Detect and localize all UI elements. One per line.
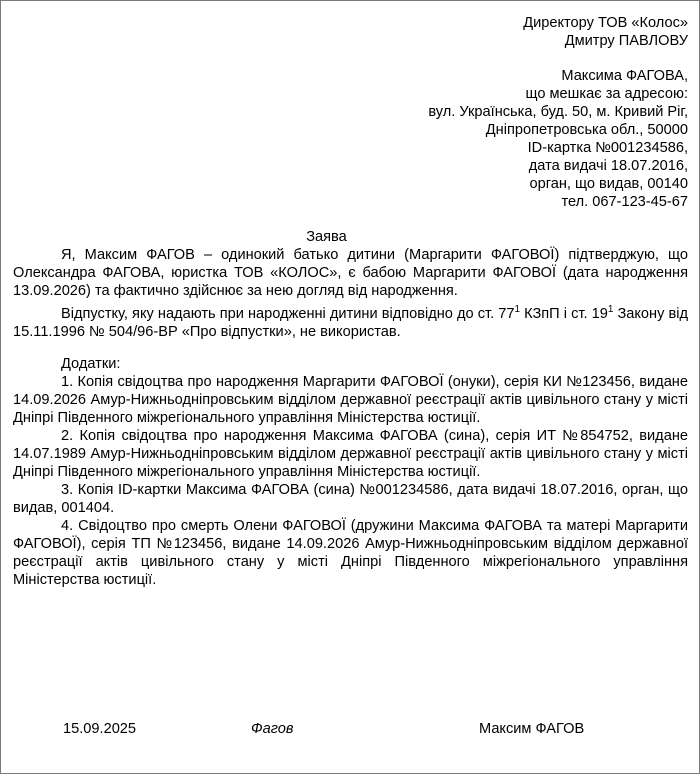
applicant-line: Максима ФАГОВА, [561, 68, 688, 84]
body-paragraph-1: Я, Максим ФАГОВ – одинокий батько дитини (Маргарити ФАГОВОЇ) підтверджую, що Олександра ФАГОВА, юристка ТОВ «КОЛОС», є бабою Маргарити ФАГОВОЇ (дата народження 13.09.2026) та фактично здійснює за нею догляд від народження. [13, 247, 688, 299]
document-title: Заява [306, 229, 347, 245]
attachment-item: 4. Свідоцтво про смерть Олени ФАГОВОЇ (дружини Максима ФАГОВА та матері Маргарити ФАГОВОЇ), серія ТП №123456, видане 14.09.2026 Амур-Нижньодніпровським відділом державної реєстрації актів цивільного стану у місті Дніпрі Південного міжрегіонального управління Міністерства юстиції. [13, 518, 688, 588]
applicant-line: Дніпропетровська обл., 50000 [485, 122, 688, 138]
article-77-superscript: 1 [514, 304, 521, 316]
paragraph-2-text-part-2: КЗпП і ст. 19 [520, 306, 608, 322]
attachment-item: 1. Копія свідоцтва про народження Маргарити ФАГОВОЇ (онуки), серія КИ №123456, видане 14.09.2026 Амур-Нижньодніпровським відділом державної реєстрації актів цивільного стану у місті Дніпрі Південного міжрегіонального управління Міністерства юстиції. [13, 374, 688, 426]
attachment-item: 3. Копія ID-картки Максима ФАГОВА (сина) №001234586, дата видачі 18.07.2016, орган, що видав, 001404. [13, 482, 688, 516]
applicant-line: ID-картка №001234586, [527, 140, 688, 156]
document-body [13, 1, 688, 589]
addressee-line: Дмитру ПАВЛОВУ [564, 33, 688, 49]
paragraph-2-text-part-3: Закону від 15.11.1996 № 504/96-ВР «Про відпустки», не використав. [13, 306, 689, 340]
applicant-line: тел. 067-123-45-67 [561, 194, 688, 210]
signature-row [13, 720, 688, 740]
attachment-item: 2. Копія свідоцтва про народження Максима ФАГОВА (сина), серія ИТ №854752, видане 14.07.1989 Амур-Нижньодніпровським відділом державної реєстрації актів цивільного стану у місті Дніпрі Південного міжрегіонального управління Міністерства юстиції. [13, 428, 688, 480]
applicant-line: орган, що видав, 00140 [529, 176, 688, 192]
applicant-line: дата видачі 18.07.2016, [528, 158, 688, 174]
addressee-line: Директору ТОВ «Колос» [523, 15, 688, 31]
paragraph-2-text-part-1: Відпустку, яку надають при народженні дитини відповідно до ст. 77 [61, 306, 515, 322]
article-19-superscript: 1 [607, 304, 614, 316]
body-paragraph-2 [13, 305, 688, 341]
applicant-line: вул. Українська, буд. 50, м. Кривий Ріг, [428, 104, 688, 120]
signature-date: 15.09.2025 [63, 721, 137, 737]
applicant-line: що мешкає за адресою: [525, 86, 688, 102]
applicant-block [13, 50, 688, 211]
signature-mark: Фагов [251, 721, 294, 737]
attachments-label: Додатки: [61, 356, 121, 372]
signatory-name: Максим ФАГОВ [479, 721, 585, 737]
addressee-block [13, 1, 688, 50]
